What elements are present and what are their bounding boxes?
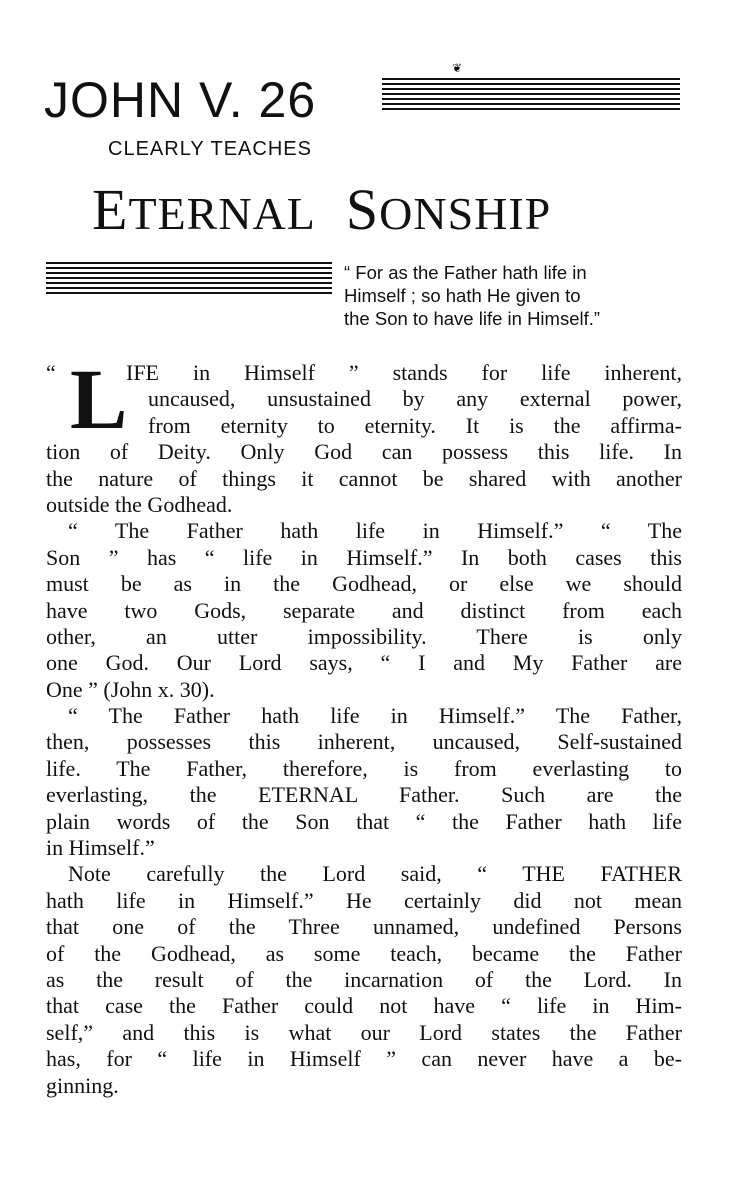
opening-quote: “ xyxy=(46,360,56,385)
text-line: outside the Godhead. xyxy=(46,491,233,517)
text-line: other, an utter impossibility. There is only xyxy=(46,623,682,649)
epigraph-line: the Son to have life in Himself.” xyxy=(344,308,601,329)
text-line: as the result of the incarnation of the Lord. In xyxy=(46,966,682,992)
text-line: must be as in the Godhead, or else we should xyxy=(46,571,682,597)
page-title: JOHN V. 26 xyxy=(44,72,317,128)
text-line: have two Gods, separate and distinct from each xyxy=(46,597,682,623)
text-line: Son ” has “ life in Himself.” In both cases this xyxy=(46,544,682,570)
text-line: self,” and this is what our Lord states the Father xyxy=(46,1019,682,1045)
text-line: has, for “ life in Himself ” can never have a be- xyxy=(46,1046,682,1072)
text-line: IFE in Himself ” stands for life inherent, xyxy=(126,360,682,385)
text-line: plain words of the Son that “ the Father hath life xyxy=(46,808,682,834)
heading-word-eternal: ETERNAL xyxy=(92,177,316,242)
epigraph-line: “ For as the Father hath life in xyxy=(344,262,587,283)
drop-cap: L xyxy=(70,351,128,447)
subtitle: CLEARLY TEACHES xyxy=(108,138,312,160)
epigraph-line: Himself ; so hath He given to xyxy=(344,285,581,306)
first-paragraph-opening xyxy=(46,351,682,447)
text-line: life. The Father, therefore, is from everlasting to xyxy=(46,755,682,781)
text-line: One ” (John x. 30). xyxy=(46,676,215,702)
ornament-icon: ❦ xyxy=(452,61,463,75)
text-line: one God. Our Lord says, “ I and My Father are xyxy=(46,650,682,676)
text-line: from eternity to eternity. It is the affirma- xyxy=(148,412,682,438)
text-line: “ The Father hath life in Himself.” “ The xyxy=(68,518,682,544)
text-line: the nature of things it cannot be shared with another xyxy=(46,465,682,491)
text-line: ginning. xyxy=(46,1072,119,1098)
text-line: in Himself.” xyxy=(46,835,155,861)
body-text xyxy=(46,351,682,1099)
text-line: “ The Father hath life in Himself.” The Father, xyxy=(68,703,682,729)
epigraph-quote xyxy=(344,261,684,330)
text-line: tion of Deity. Only God can possess this life. In xyxy=(46,439,682,465)
text-line: everlasting, the ETERNAL Father. Such are the xyxy=(46,782,682,808)
text-line: that one of the Three unnamed, undefined Persons xyxy=(46,914,682,940)
decorative-rules-top xyxy=(382,78,680,113)
text-line: uncaused, unsustained by any external power, xyxy=(148,386,682,412)
text-line: of the Godhead, as some teach, became the Father xyxy=(46,940,682,966)
decorative-rules-middle xyxy=(46,262,332,297)
text-line: then, possesses this inherent, uncaused, Self-sustained xyxy=(46,729,682,755)
text-line: hath life in Himself.” He certainly did not mean xyxy=(46,887,682,913)
text-line: Note carefully the Lord said, “ THE FATHER xyxy=(68,861,682,887)
heading xyxy=(92,178,551,246)
text-line: that case the Father could not have “ life in Him- xyxy=(46,993,682,1019)
heading-word-sonship: SONSHIP xyxy=(345,177,552,242)
